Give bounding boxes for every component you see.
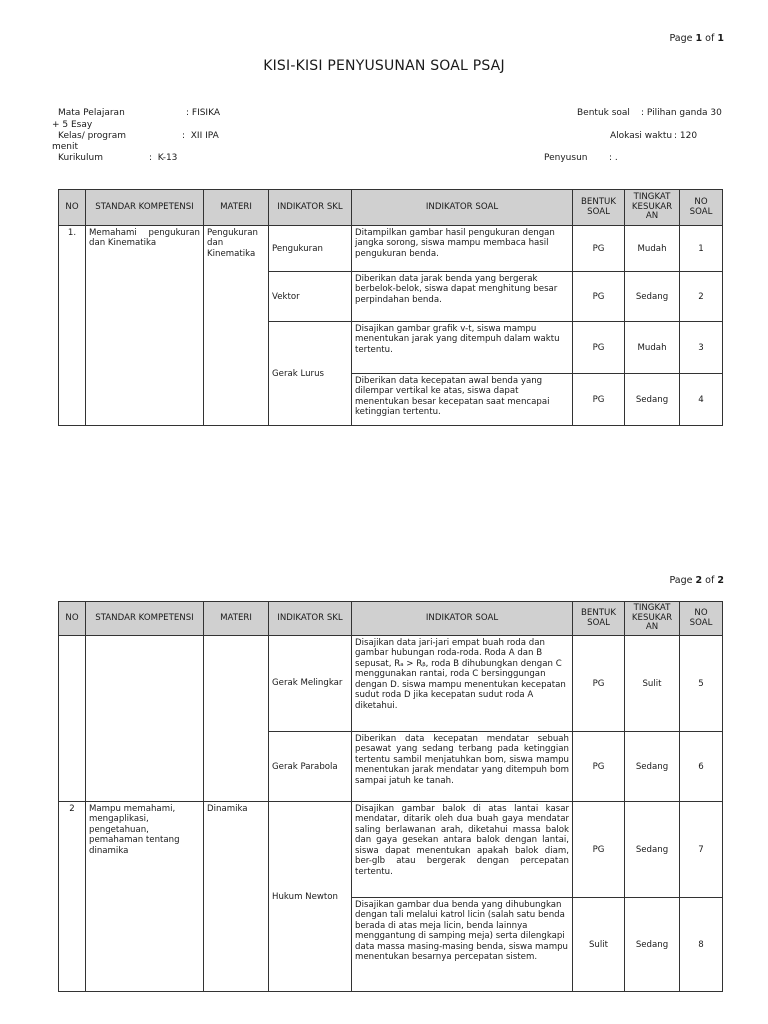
cell-no: 1.	[59, 226, 86, 426]
cell-tingkat-kesukaran: Sulit	[625, 636, 680, 732]
cell-indikator-skl: Hukum Newton	[269, 802, 352, 992]
header-tingkat-kesukaran: TINGKAT KESUKAR AN	[625, 602, 680, 636]
meta-alokasi-label: Alokasi waktu	[610, 131, 673, 141]
cell-no-soal: 1	[680, 226, 723, 272]
table-row	[59, 802, 723, 898]
cell-indikator-soal: Diberikan data kecepatan awal benda yang dilempar vertikal ke atas, siswa dapat menentukan besar kecepatan saat mencapai ketinggian tertentu.	[352, 374, 573, 426]
table-header-row	[59, 602, 723, 636]
kisi-table-page-2	[58, 601, 723, 992]
cell-indikator-soal: Diberikan data kecepatan mendatar sebuah pesawat yang sedang terbang pada ketinggian tertentu sambil menjatuhkan bom, siswa mampu menentukan jarak mendatar yang ditempuh bom sampai jatuh ke tanah.	[352, 732, 573, 802]
cell-materi: Pengukuran dan Kinematika	[204, 226, 269, 426]
cell-indikator-skl: Vektor	[269, 272, 352, 322]
cell-bentuk-soal: PG	[573, 636, 625, 732]
meta-kurikulum-label: Kurikulum	[58, 153, 103, 163]
meta-kelas-value: : XII IPA	[182, 131, 219, 141]
cell-indikator-soal: Disajikan data jari-jari empat buah roda dan gambar hubungan roda-roda. Roda A dan B sepusat, Rₐ > Rᵦ, roda B dihubungkan dengan C menggunakan rantai, roda C bersinggungan dengan D. siswa mampu menentukan kecepatan sudut roda D jika kecepatan sudut roda A diketahui.	[352, 636, 573, 732]
header-indikator-skl: INDIKATOR SKL	[269, 602, 352, 636]
cell-bentuk-soal: PG	[573, 802, 625, 898]
cell-no-soal: 6	[680, 732, 723, 802]
cell-no-soal: 5	[680, 636, 723, 732]
cell-bentuk-soal: PG	[573, 272, 625, 322]
header-materi: MATERI	[204, 602, 269, 636]
header-indikator-soal: INDIKATOR SOAL	[352, 190, 573, 226]
header-indikator-skl: INDIKATOR SKL	[269, 190, 352, 226]
cell-bentuk-soal: PG	[573, 732, 625, 802]
cell-indikator-soal: Disajikan gambar grafik v-t, siswa mampu menentukan jarak yang ditempuh dalam waktu tertentu.	[352, 322, 573, 374]
header-no: NO	[59, 602, 86, 636]
meta-bentuk-value: : Pilihan ganda 30	[641, 108, 722, 118]
cell-tingkat-kesukaran: Mudah	[625, 226, 680, 272]
cell-no-soal: 7	[680, 802, 723, 898]
cell-tingkat-kesukaran: Mudah	[625, 322, 680, 374]
cell-no-soal: 4	[680, 374, 723, 426]
cell-tingkat-kesukaran: Sedang	[625, 272, 680, 322]
cell-indikator-skl: Gerak Lurus	[269, 322, 352, 426]
meta-penyusun-label: Penyusun	[544, 153, 588, 163]
cell-bentuk-soal: Sulit	[573, 898, 625, 992]
header-indikator-soal: INDIKATOR SOAL	[352, 602, 573, 636]
cell-no-soal: 8	[680, 898, 723, 992]
cell-tingkat-kesukaran: Sedang	[625, 898, 680, 992]
table-header-row	[59, 190, 723, 226]
page-number-2: Page 2 of 2	[669, 575, 724, 586]
meta-kelas-label: Kelas/ program	[58, 131, 127, 141]
header-bentuk-soal: BENTUK SOAL	[573, 602, 625, 636]
cell-standar-kompetensi: Mampu memahami, mengaplikasi, pengetahuan, pemahaman tentang dinamika	[86, 802, 204, 992]
cell-materi: Dinamika	[204, 802, 269, 992]
page-number-1: Page 1 of 1	[669, 33, 724, 44]
cell-indikator-skl: Gerak Parabola	[269, 732, 352, 802]
cell-indikator-soal: Disajikan gambar dua benda yang dihubungkan dengan tali melalui katrol licin (salah satu benda berada di atas meja licin, benda lainnya menggantung di samping meja) serta dilengkapi data massa masing-masing benda, siswa mampu menentukan besarnya percepatan sistem.	[352, 898, 573, 992]
cell-bentuk-soal: PG	[573, 322, 625, 374]
meta-kurikulum-value: : K-13	[149, 153, 178, 163]
cell-tingkat-kesukaran: Sedang	[625, 802, 680, 898]
cell-indikator-soal: Disajikan gambar balok di atas lantai kasar mendatar, ditarik oleh dua buah gaya mendatar saling berlawanan arah, diketahui massa balok dan gaya gesekan antara balok dengan lantai, siswa dapat menentukan apakah balok diam, ber-glb atau bergerak dengan percepatan tertentu.	[352, 802, 573, 898]
header-tingkat-kesukaran: TINGKAT KESUKAR AN	[625, 190, 680, 226]
cell-indikator-skl: Pengukuran	[269, 226, 352, 272]
header-bentuk-soal: BENTUK SOAL	[573, 190, 625, 226]
meta-penyusun-value: : .	[609, 153, 618, 163]
kisi-table-page-1	[58, 189, 723, 426]
table-row	[59, 226, 723, 272]
cell-standar-kompetensi: Memahami pengukuran dan Kinematika	[86, 226, 204, 426]
meta-mapel-value: : FISIKA	[186, 108, 220, 118]
cell-standar-kompetensi	[86, 636, 204, 802]
header-materi: MATERI	[204, 190, 269, 226]
meta-bentuk-label: Bentuk soal	[577, 108, 630, 118]
header-standar-kompetensi: STANDAR KOMPETENSI	[86, 190, 204, 226]
document-title: KISI-KISI PENYUSUNAN SOAL PSAJ	[263, 58, 505, 74]
cell-materi	[204, 636, 269, 802]
cell-no-soal: 2	[680, 272, 723, 322]
cell-no	[59, 636, 86, 802]
meta-alokasi-cont: menit	[52, 142, 79, 152]
cell-no: 2	[59, 802, 86, 992]
header-no: NO	[59, 190, 86, 226]
cell-tingkat-kesukaran: Sedang	[625, 374, 680, 426]
meta-mapel-label: Mata Pelajaran	[58, 108, 125, 118]
cell-indikator-skl: Gerak Melingkar	[269, 636, 352, 732]
meta-bentuk-cont: + 5 Esay	[52, 120, 93, 130]
header-no-soal: NO SOAL	[680, 190, 723, 226]
cell-no-soal: 3	[680, 322, 723, 374]
cell-indikator-soal: Diberikan data jarak benda yang bergerak berbelok-belok, siswa dapat menghitung besar perpindahan benda.	[352, 272, 573, 322]
cell-tingkat-kesukaran: Sedang	[625, 732, 680, 802]
cell-bentuk-soal: PG	[573, 226, 625, 272]
cell-bentuk-soal: PG	[573, 374, 625, 426]
cell-indikator-soal: Ditampilkan gambar hasil pengukuran dengan jangka sorong, siswa mampu membaca hasil pengukuran benda.	[352, 226, 573, 272]
table-row	[59, 636, 723, 732]
header-standar-kompetensi: STANDAR KOMPETENSI	[86, 602, 204, 636]
meta-alokasi-value: : 120	[674, 131, 698, 141]
header-no-soal: NO SOAL	[680, 602, 723, 636]
